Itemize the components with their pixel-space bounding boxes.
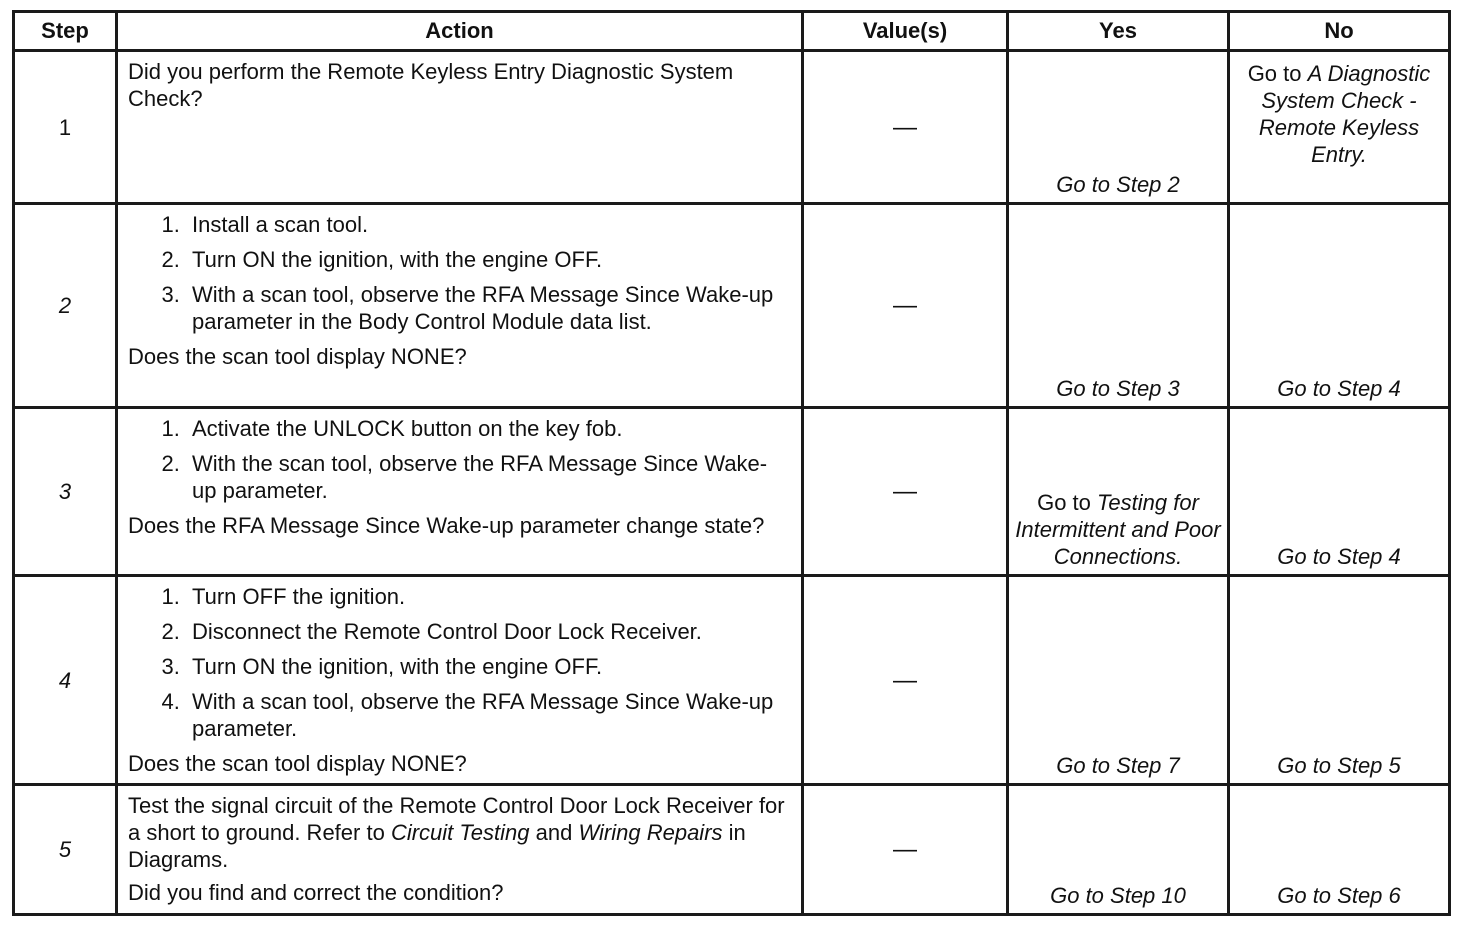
step-number: 3: [14, 408, 117, 576]
table-row-step-3: [14, 408, 1450, 576]
value-cell: —: [803, 785, 1008, 915]
action-list: [128, 415, 791, 504]
action-cell: [117, 576, 803, 785]
yes-prefix: Go to: [1037, 490, 1097, 515]
no-link[interactable]: Go to Step 4: [1229, 408, 1450, 576]
action-item: 1. Install a scan tool.: [186, 211, 791, 238]
header-yes: Yes: [1008, 12, 1229, 51]
wiring-repairs-link[interactable]: Wiring Repairs: [578, 820, 723, 845]
action-item: 2. With the scan tool, observe the RFA Message Since Wake-up parameter.: [186, 450, 791, 504]
no-link[interactable]: Go to Step 5: [1229, 576, 1450, 785]
table-row-step-2: [14, 204, 1450, 408]
action-list: [128, 211, 791, 335]
no-link[interactable]: A Diagnostic System Check - Remote Keyless Entry.: [1258, 61, 1431, 167]
yes-link[interactable]: Go to Step 3: [1008, 204, 1229, 408]
yes-link[interactable]: Go to Step 2: [1008, 51, 1229, 204]
step-number: 5: [14, 785, 117, 915]
value-cell: —: [803, 576, 1008, 785]
value-cell: —: [803, 204, 1008, 408]
table-row-step-4: [14, 576, 1450, 785]
action-cell: [117, 785, 803, 915]
no-link[interactable]: Go to Step 6: [1229, 785, 1450, 915]
value-cell: —: [803, 408, 1008, 576]
header-action: Action: [117, 12, 803, 51]
yes-cell[interactable]: [1008, 408, 1229, 576]
action-question: Does the scan tool display NONE?: [128, 751, 467, 776]
action-item: 2. Turn ON the ignition, with the engine OFF.: [186, 246, 791, 273]
header-step: Step: [14, 12, 117, 51]
yes-link[interactable]: Go to Step 7: [1008, 576, 1229, 785]
no-prefix: Go to: [1247, 61, 1308, 86]
action-question: Did you find and correct the condition?: [128, 880, 504, 905]
no-link[interactable]: Go to Step 4: [1229, 204, 1450, 408]
action-item: 1. Activate the UNLOCK button on the key fob.: [186, 415, 791, 442]
circuit-testing-link[interactable]: Circuit Testing: [390, 820, 530, 845]
action-cell: [117, 204, 803, 408]
header-no: No: [1229, 12, 1450, 51]
action-item: 3. With a scan tool, observe the RFA Message Since Wake-up parameter in the Body Control Module data list.: [186, 281, 791, 335]
action-question: Does the RFA Message Since Wake-up parameter change state?: [128, 513, 765, 538]
action-question: Does the scan tool display NONE?: [128, 344, 467, 369]
action-list: [128, 583, 791, 742]
action-text-part: Test the signal circuit of the Remote Control Door Lock Receiver for a short to ground. Refer to: [128, 793, 785, 845]
action-text: Did you perform the Remote Keyless Entry Diagnostic System Check?: [128, 59, 734, 111]
action-text-part: in Diagrams.: [128, 820, 746, 872]
header-values: Value(s): [803, 12, 1008, 51]
action-item: 4. With a scan tool, observe the RFA Message Since Wake-up parameter.: [186, 688, 791, 742]
action-cell: [117, 51, 803, 204]
action-text: [128, 792, 791, 873]
step-number: 2: [14, 204, 117, 408]
diagnostic-table: [12, 10, 1451, 916]
table-row-step-1: [14, 51, 1450, 204]
yes-link[interactable]: Go to Step 10: [1008, 785, 1229, 915]
action-item: 2. Disconnect the Remote Control Door Lock Receiver.: [186, 618, 791, 645]
header-row: [14, 12, 1450, 51]
action-text-part: and: [529, 820, 579, 845]
step-number: 4: [14, 576, 117, 785]
step-number: 1: [14, 51, 117, 204]
no-cell[interactable]: [1229, 51, 1450, 204]
yes-link[interactable]: Testing for Intermittent and Poor Connections.: [1015, 490, 1221, 569]
table-row-step-5: [14, 785, 1450, 915]
value-cell: —: [803, 51, 1008, 204]
action-item: 1. Turn OFF the ignition.: [186, 583, 791, 610]
action-cell: [117, 408, 803, 576]
action-item: 3. Turn ON the ignition, with the engine OFF.: [186, 653, 791, 680]
